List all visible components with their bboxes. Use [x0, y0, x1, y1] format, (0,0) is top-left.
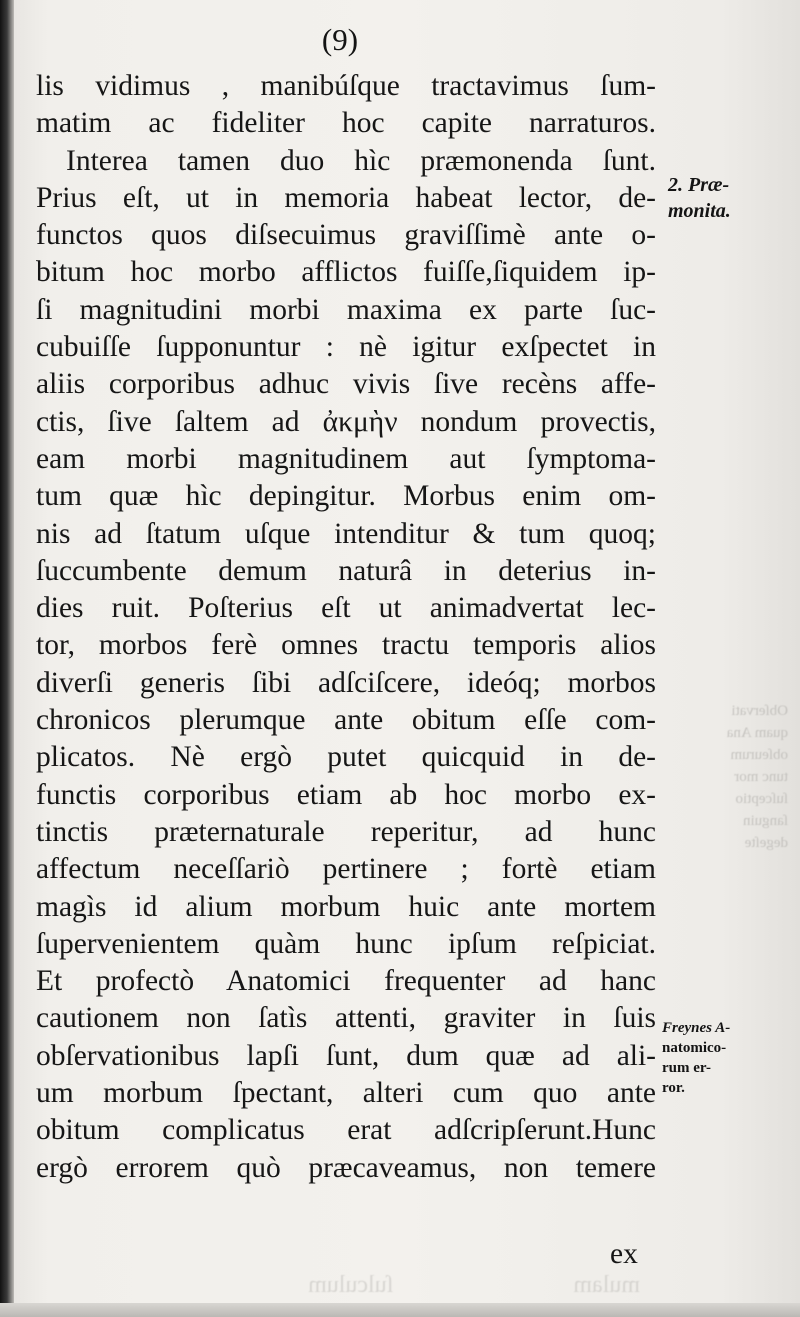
text-line: eam morbi magnitudinem aut ſymptoma- — [36, 442, 656, 475]
text-line: Et profectò Anatomici frequenter ad hanc — [36, 965, 656, 998]
text-line: dies ruit. Poſterius eſt ut animadvertat lec- — [36, 592, 656, 625]
text-line: ergò errorem quò præcaveamus, non temere — [36, 1151, 656, 1184]
margin-note-line: natomico- — [662, 1040, 727, 1056]
margin-note-praemonita — [668, 172, 731, 224]
text-line: cubuiſſe ſupponuntur : nè igitur exſpectet in — [36, 331, 656, 364]
text-line: matim ac fideliter hoc capite narraturos. — [36, 107, 656, 140]
text-line: aliis corporibus adhuc vivis ſive recèns affe- — [36, 368, 656, 401]
text-line: ctis, ſive ſaltem ad ἀκμὴν nondum provectis, — [36, 405, 656, 438]
page-number: (9) — [321, 22, 359, 57]
text-line: affectum neceſſariò pertinere ; fortè etiam — [36, 853, 656, 886]
body-text — [36, 68, 656, 1187]
margin-note-line: monita. — [668, 200, 731, 222]
text-line: ſupervenientem quàm hunc ipſum reſpiciat. — [36, 927, 656, 960]
text-line: obſervationibus lapſi ſunt, dum quæ ad ali- — [36, 1039, 656, 1072]
margin-note-line: ror. — [662, 1080, 685, 1096]
text-line: ſuccumbente demum naturâ in deterius in- — [36, 554, 656, 587]
text-line: Interea tamen duo hìc præmonenda ſunt. — [66, 144, 656, 177]
text-line: Prius eſt, ut in memoria habeat lector, de- — [36, 181, 656, 214]
show-through-text: Obſervati quam Ana obſeurum tunc mor ſuſceptio ſanguin degeſte — [726, 703, 788, 851]
text-line: um morbum ſpectant, alteri cum quo ante — [36, 1077, 656, 1110]
text-line: tor, morbos ferè omnes tractu temporis alios — [36, 629, 656, 662]
text-line: nis ad ſtatum uſque intenditur & tum quoq; — [36, 517, 656, 550]
margin-note-line: Freynes A- — [662, 1020, 731, 1036]
text-line: ſi magnitudini morbi maxima ex parte ſuc- — [36, 293, 656, 326]
margin-note-line: rum er- — [662, 1060, 711, 1076]
binding-shadow — [0, 0, 14, 1317]
show-through-text-bottom: mulam ſulculum — [308, 1272, 640, 1298]
text-line: cautionem non ſatìs attenti, graviter in ſuis — [36, 1002, 656, 1035]
margin-note-freynes — [662, 1018, 730, 1098]
text-line: diverſi generis ſibi adſciſcere, ideóq; morbos — [36, 666, 656, 699]
margin-note-line: 2. Præ- — [668, 174, 730, 196]
text-line: obitum complicatus erat adſcripſerunt.Hunc — [36, 1114, 656, 1147]
text-line: lis vidimus , manibúſque tractavimus ſum- — [36, 70, 656, 102]
text-line: functos quos diſsecuimus graviſſimè ante o- — [36, 219, 656, 252]
text-line: functis corporibus etiam ab hoc morbo ex- — [36, 778, 656, 811]
text-line: tum quæ hìc depingitur. Morbus enim om- — [36, 480, 656, 513]
text-line: tinctis præternaturale reperitur, ad hunc — [36, 815, 656, 848]
text-line: plicatos. Nè ergò putet quicquid in de- — [36, 741, 656, 774]
catchword: ex — [610, 1238, 638, 1270]
text-line: bitum hoc morbo afflictos fuiſſe,ſiquidem ip- — [36, 256, 656, 289]
page-bottom-edge — [0, 1303, 800, 1317]
text-line: chronicos plerumque ante obitum eſſe com- — [36, 704, 656, 737]
text-line: magìs id alium morbum huic ante mortem — [36, 890, 656, 923]
